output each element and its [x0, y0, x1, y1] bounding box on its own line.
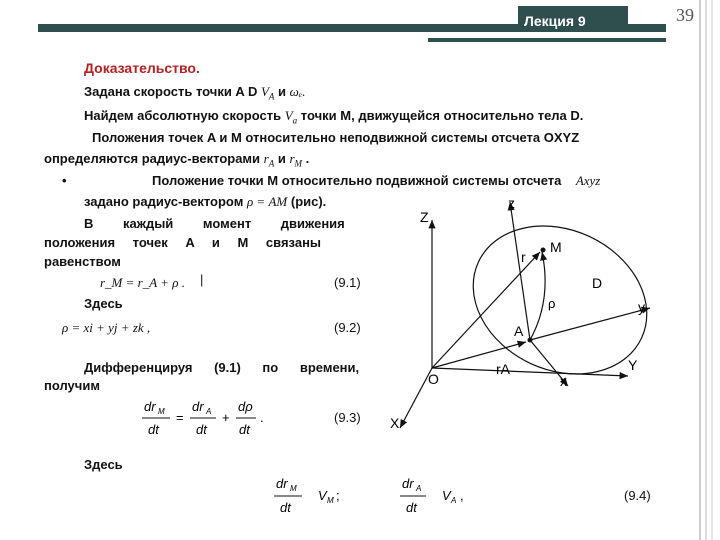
radius-vectors-line: определяются радиус-векторами $r_A$ и $r_M$ . [44, 151, 310, 169]
label-X: X [390, 415, 400, 431]
svg-text:dt: dt [280, 500, 291, 515]
svg-text:dr: dr [144, 399, 156, 414]
every-moment-line: В каждый момент движения [84, 216, 345, 231]
svg-text:A: A [451, 496, 457, 505]
equation-9-3 [140, 396, 270, 440]
find-velocity-line: Найдем абсолютную скорость $V_a$ точки M, движущейся относительно тела D. [84, 108, 584, 126]
label-z: z [508, 195, 515, 211]
rho-definition-line: задано радиус-вектором ρ = AM (рис). [84, 194, 327, 209]
svg-text:dr: dr [276, 476, 288, 491]
svg-text:dt: dt [406, 500, 417, 515]
points-related-line: положения точек A и M связаны [44, 235, 322, 250]
relative-position-line: Положение точки M относительно подвижной системы отсчета Axyz [152, 173, 601, 188]
equation-9-4 [270, 472, 470, 520]
positions-line: Положения точек A и M относительно неподвижной системы отсчета OXYZ [92, 130, 580, 145]
point-M [541, 248, 546, 253]
page-number: 39 [676, 5, 694, 25]
bullet-marker: • [62, 173, 67, 188]
label-rho: ρ [548, 296, 556, 311]
axis-z [510, 202, 530, 340]
equation-9-1: r_M = r_A + ρ . [100, 275, 185, 290]
equation-9-2-number: (9.2) [334, 320, 361, 335]
svg-text:M: M [327, 496, 334, 505]
label-M: M [550, 239, 562, 255]
label-y: y [638, 299, 645, 315]
side-decoration [696, 0, 720, 540]
svg-text:A: A [416, 484, 422, 493]
svg-text:,: , [460, 488, 464, 503]
svg-text:dt: dt [148, 422, 159, 437]
svg-text:+: + [222, 410, 230, 425]
axis-Y [432, 368, 628, 376]
vector-rho [530, 252, 545, 340]
label-x: x [560, 373, 567, 389]
label-Z: Z [420, 209, 429, 225]
svg-text:.: . [260, 410, 264, 425]
header-underline [428, 38, 666, 42]
svg-text:A: A [206, 407, 212, 416]
equality-line: равенством [44, 254, 121, 269]
svg-text:M: M [290, 484, 297, 493]
svg-text:dt: dt [239, 422, 250, 437]
axis-y [530, 308, 650, 340]
differentiating-line: Дифференцируя (9.1) по времени, [84, 360, 360, 375]
cursor-mark: | [200, 272, 204, 287]
label-rA: rA [496, 361, 510, 377]
svg-text:V: V [442, 488, 451, 503]
label-rM: r [521, 249, 526, 265]
equation-9-1-number: (9.1) [334, 275, 361, 290]
svg-text:dρ: dρ [238, 399, 253, 414]
label-A: A [514, 323, 524, 339]
label-Y: Y [628, 357, 638, 373]
lecture-title: Лекция 9 [524, 13, 586, 29]
proof-heading: Доказательство. [84, 60, 200, 76]
label-O: O [428, 371, 439, 387]
here-label-1: Здесь [84, 296, 123, 311]
svg-text:M: M [158, 407, 165, 416]
given-line: Задана скорость точки A D $V_A$ и ωₑ. [84, 84, 306, 102]
vector-rM [432, 252, 540, 368]
svg-text:dr: dr [402, 476, 414, 491]
label-D: D [592, 275, 603, 291]
svg-text:dt: dt [196, 422, 207, 437]
equation-9-2: ρ = xi + yj + zk , [62, 320, 151, 335]
point-A [528, 338, 533, 343]
svg-text:dr: dr [192, 399, 204, 414]
vector-rA [432, 342, 526, 368]
equation-9-4-number: (9.4) [624, 488, 651, 503]
svg-text:V: V [318, 488, 327, 503]
equation-9-3-number: (9.3) [334, 410, 361, 425]
svg-text:=: = [176, 410, 184, 425]
we-get-line: получим [44, 378, 100, 393]
here-label-2: Здесь [84, 457, 123, 472]
kinematics-figure [380, 190, 670, 440]
svg-text:;: ; [336, 488, 340, 503]
